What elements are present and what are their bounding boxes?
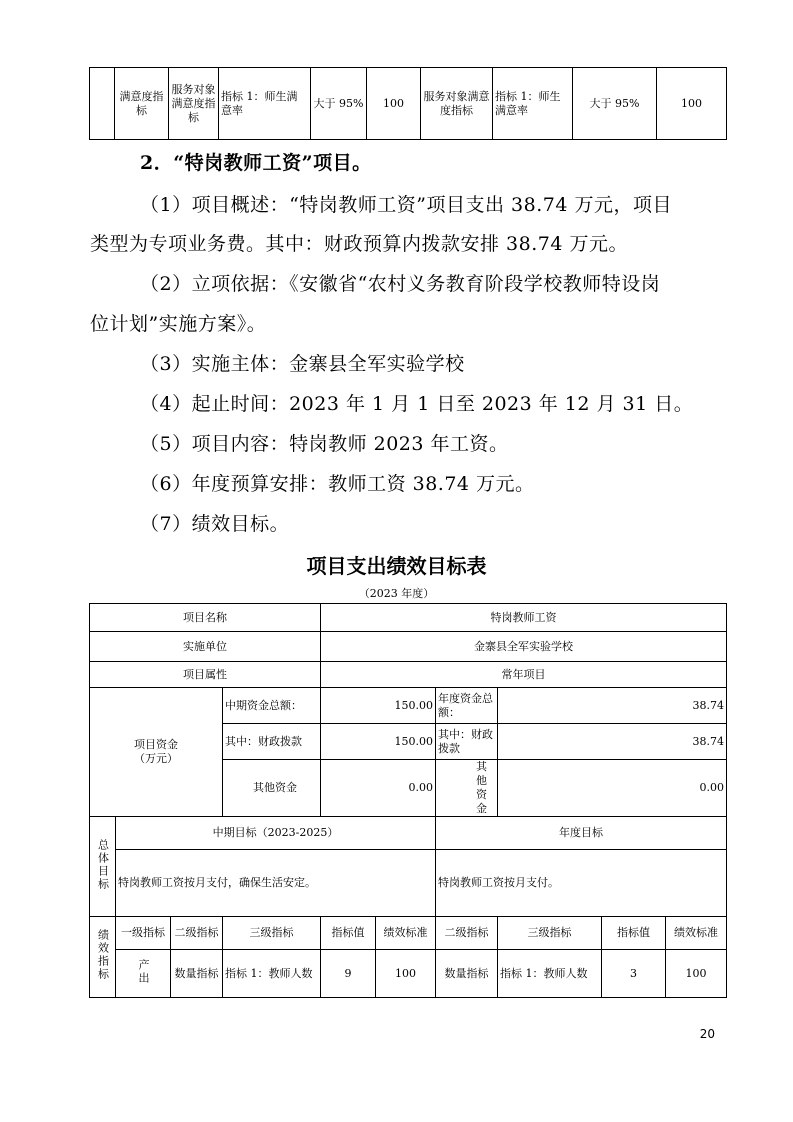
table-cell: 指标 1：教师人数 bbox=[498, 950, 602, 998]
header-cell: 一级指标 bbox=[116, 917, 171, 950]
table-cell: 100 bbox=[376, 950, 436, 998]
header-cell: 二级指标 bbox=[171, 917, 223, 950]
year-fiscal-label: 其中：财政拨款 bbox=[436, 724, 498, 760]
table-row bbox=[90, 604, 727, 632]
table-cell: 数量指标 bbox=[171, 950, 223, 998]
attr-label: 项目属性 bbox=[90, 662, 321, 688]
header-cell: 三级指标 bbox=[498, 917, 602, 950]
overall-goal-label-text: 总体目标 bbox=[96, 838, 110, 891]
table-cell: 服务对象满意度指标 bbox=[169, 68, 219, 140]
header-cell: 三级指标 bbox=[223, 917, 321, 950]
table-cell bbox=[116, 950, 171, 998]
mid-goal: 特岗教师工资按月支付，确保生活安定。 bbox=[116, 850, 436, 917]
table-cell bbox=[90, 68, 115, 140]
unit-label: 实施单位 bbox=[90, 632, 321, 662]
paragraph-line: （7）绩效目标。 bbox=[140, 513, 290, 535]
table-cell: 指标 1：师生满意率 bbox=[219, 68, 311, 140]
paragraph-line: 类型为专项业务费。其中：财政预算内拨款安排 38.74 万元。 bbox=[90, 233, 628, 255]
mid-other-label: 其他资金 bbox=[223, 760, 321, 817]
header-cell: 二级指标 bbox=[436, 917, 498, 950]
year-other-label: 其他资金 bbox=[436, 760, 498, 817]
mid-fiscal-label: 其中：财政拨款 bbox=[223, 724, 321, 760]
table-cell: 数量指标 bbox=[436, 950, 498, 998]
table-cell: 100 bbox=[657, 68, 727, 140]
table-row bbox=[90, 850, 727, 917]
overall-goal-label bbox=[90, 817, 116, 917]
paragraph-line: 位计划”实施方案》。 bbox=[90, 313, 267, 335]
year-goal: 特岗教师工资按月支付。 bbox=[436, 850, 727, 917]
table-cell: 大于 95% bbox=[311, 68, 367, 140]
funds-label: 项目资金（万元） bbox=[90, 688, 223, 817]
table-cell: 满意度指标 bbox=[115, 68, 169, 140]
mid-total: 150.00 bbox=[321, 688, 436, 724]
paragraph-line: （1）项目概述：“特岗教师工资”项目支出 38.74 万元，项目 bbox=[140, 194, 672, 216]
satisfaction-table bbox=[89, 67, 727, 140]
table-cell: 大于 95% bbox=[573, 68, 657, 140]
paragraph-line: （3）实施主体：金寨县全军实验学校 bbox=[140, 353, 465, 375]
year-goal-label: 年度目标 bbox=[436, 817, 727, 850]
table-row bbox=[90, 632, 727, 662]
perf-indicator-label-text: 绩效指标 bbox=[96, 929, 110, 981]
year-fiscal: 38.74 bbox=[498, 724, 727, 760]
table-cell: 指标 1：师生满意率 bbox=[493, 68, 573, 140]
paragraph-line: （2）立项依据：《安徽省“农村义务教育阶段学校教师特设岗 bbox=[140, 273, 661, 295]
section-heading: 2．“特岗教师工资”项目。 bbox=[140, 152, 372, 174]
table-title: 项目支出绩效目标表 bbox=[306, 554, 487, 578]
year-total: 38.74 bbox=[498, 688, 727, 724]
paragraph-line: （4）起止时间：2023 年 1 月 1 日至 2023 年 12 月 31 日。 bbox=[140, 393, 694, 415]
year-total-label: 年度资金总额： bbox=[436, 688, 498, 724]
perf-indicator-label bbox=[90, 917, 116, 998]
table-row bbox=[90, 662, 727, 688]
table-cell: 9 bbox=[321, 950, 376, 998]
paragraph-line: （5）项目内容：特岗教师 2023 年工资。 bbox=[140, 433, 509, 455]
table-row bbox=[90, 917, 727, 950]
table-cell: 100 bbox=[367, 68, 421, 140]
table-row bbox=[90, 68, 727, 140]
mid-total-label: 中期资金总额： bbox=[223, 688, 321, 724]
year-other: 0.00 bbox=[498, 760, 727, 817]
table-row bbox=[90, 688, 727, 724]
table-cell: 3 bbox=[602, 950, 666, 998]
mid-fiscal: 150.00 bbox=[321, 724, 436, 760]
mid-goal-label: 中期目标（2023-2025） bbox=[116, 817, 436, 850]
unit-value: 金寨县全军实验学校 bbox=[321, 632, 727, 662]
project-name-label: 项目名称 bbox=[90, 604, 321, 632]
mid-other: 0.00 bbox=[321, 760, 436, 817]
header-cell: 绩效标准 bbox=[376, 917, 436, 950]
performance-target-table bbox=[89, 603, 727, 998]
header-cell: 指标值 bbox=[602, 917, 666, 950]
table-cell: 指标 1：教师人数 bbox=[223, 950, 321, 998]
header-cell: 指标值 bbox=[321, 917, 376, 950]
project-name: 特岗教师工资 bbox=[321, 604, 727, 632]
table-row bbox=[90, 950, 727, 998]
table-row bbox=[90, 817, 727, 850]
page-number: 20 bbox=[699, 1027, 715, 1041]
table-subtitle: （2023 年度） bbox=[358, 587, 435, 600]
table-cell: 服务对象满意度指标 bbox=[421, 68, 493, 140]
header-cell: 绩效标准 bbox=[666, 917, 727, 950]
table-cell: 100 bbox=[666, 950, 727, 998]
level1-text: 产出 bbox=[137, 958, 150, 985]
attr-value: 常年项目 bbox=[321, 662, 727, 688]
paragraph-line: （6）年度预算安排：教师工资 38.74 万元。 bbox=[140, 473, 535, 495]
